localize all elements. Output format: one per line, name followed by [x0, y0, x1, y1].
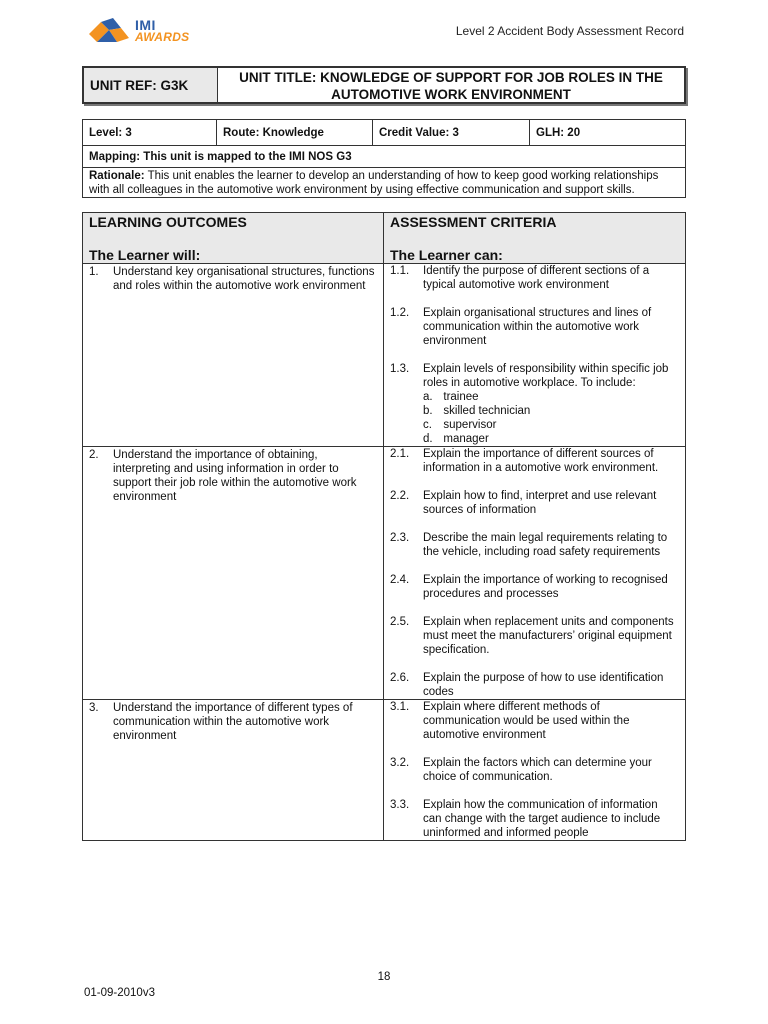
unit-header-box [82, 66, 686, 104]
logo-text-imi: IMI [135, 17, 156, 33]
unit-ref: UNIT REF: G3K [84, 68, 218, 102]
mapping-cell: Mapping: This unit is mapped to the IMI NOS G3 [83, 146, 686, 168]
rationale-text: This unit enables the learner to develop an understanding of how to keep good working relationships with all colleagues in the automotive work environment by using effective communication and support skills. [89, 169, 659, 196]
criterion-number: 3.3. [390, 799, 410, 811]
criteria-cell [384, 264, 686, 447]
criterion-number: 2.5. [390, 616, 410, 628]
credit-value-cell: Credit Value: 3 [373, 120, 530, 146]
document-version: 01-09-2010v3 [84, 987, 155, 999]
learning-outcome-cell [83, 700, 384, 841]
criterion-number: 2.3. [390, 532, 410, 544]
criterion-number: 2.2. [390, 490, 410, 502]
level-cell: Level: 3 [83, 120, 217, 146]
criterion-number: 3.2. [390, 757, 410, 769]
route-cell: Route: Knowledge [217, 120, 373, 146]
sub-item: b. skilled technician [423, 405, 531, 417]
criterion-text: Explain how the communication of information can change with the target audience to include uninformed and informed people [423, 799, 661, 839]
ac-heading: ASSESSMENT CRITERIA [390, 214, 557, 230]
criterion-number: 1.2. [390, 307, 410, 319]
sub-item: a. trainee [423, 391, 479, 403]
lo-subheading: The Learner will: [89, 247, 201, 263]
learning-outcome-cell [83, 447, 384, 700]
rationale-cell [83, 168, 686, 198]
outcomes-criteria-table [82, 212, 686, 841]
lo-text: Understand key organisational structures, functions and roles within the automotive work environment [113, 266, 375, 292]
criterion-number: 3.1. [390, 701, 410, 713]
table-row [83, 264, 686, 447]
learning-outcome-cell [83, 264, 384, 447]
assessment-criteria-header [384, 213, 686, 264]
criterion-text: Explain the importance of different sources of information in a automotive work environment. [423, 448, 659, 474]
lo-text: Understand the importance of different types of communication within the automotive work environment [113, 702, 353, 742]
unit-title [218, 68, 684, 102]
unit-title-line-2: AUTOMOTIVE WORK ENVIRONMENT [331, 87, 571, 102]
criterion-number: 2.1. [390, 448, 410, 460]
sub-item: d. manager [423, 433, 489, 445]
criterion-number: 1.1. [390, 265, 410, 277]
lo-text: Understand the importance of obtaining, interpreting and using information in order to support their job role within the automotive work environment [113, 449, 357, 503]
page-number: 18 [377, 971, 391, 983]
criterion-text: Explain the factors which can determine your choice of communication. [423, 757, 652, 783]
criterion-text: Explain organisational structures and lines of communication within the automotive work environment [423, 307, 652, 347]
glh-cell: GLH: 20 [530, 120, 686, 146]
unit-info-table [82, 119, 686, 198]
ac-subheading: The Learner can: [390, 247, 503, 263]
lo-heading: LEARNING OUTCOMES [89, 214, 247, 230]
table-row [83, 447, 686, 700]
criterion-text: Explain when replacement units and components must meet the manufacturers’ original equipment specification. [423, 616, 674, 656]
criterion-text: Explain where different methods of communication would be used within the automotive environment [423, 701, 630, 741]
lo-number: 1. [89, 266, 99, 278]
criterion-number: 2.6. [390, 672, 410, 684]
logo-mark-icon [87, 16, 131, 46]
criterion-text: Identify the purpose of different sections of a typical automotive work environment [423, 265, 650, 291]
learning-outcomes-header [83, 213, 384, 264]
criterion-text: Describe the main legal requirements relating to the vehicle, including road safety requirements [423, 532, 668, 558]
lo-number: 2. [89, 449, 99, 461]
unit-title-line-1: UNIT TITLE: KNOWLEDGE OF SUPPORT FOR JOB ROLES IN THE [239, 70, 663, 85]
criteria-cell [384, 700, 686, 841]
sub-item: c. supervisor [423, 419, 497, 431]
criterion-text: Explain how to find, interpret and use relevant sources of information [423, 490, 657, 516]
criterion-text: Explain levels of responsibility within specific job roles in automotive workplace. To include: [423, 363, 669, 389]
logo-text-awards: AWARDS [135, 30, 190, 44]
criterion-text: Explain the importance of working to recognised procedures and processes [423, 574, 668, 600]
rationale-label: Rationale: [89, 169, 145, 182]
criterion-text: Explain the purpose of how to use identification codes [423, 672, 664, 698]
imi-awards-logo [87, 16, 190, 48]
criterion-number: 2.4. [390, 574, 410, 586]
criteria-cell [384, 447, 686, 700]
document-title: Level 2 Accident Body Assessment Record [455, 24, 684, 38]
lo-number: 3. [89, 702, 99, 714]
table-row [83, 700, 686, 841]
criterion-number: 1.3. [390, 363, 410, 375]
